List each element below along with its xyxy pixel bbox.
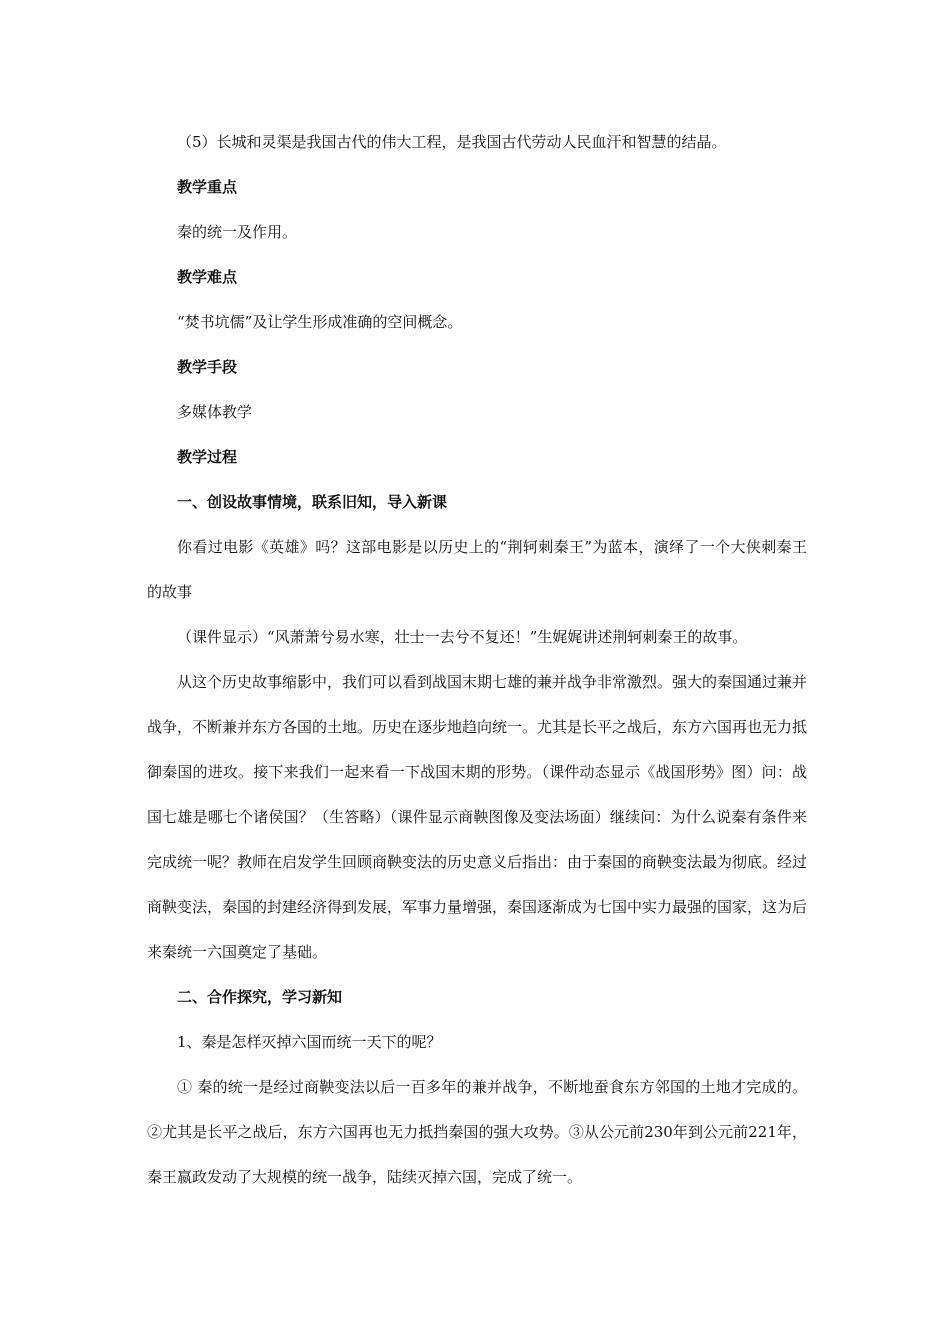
teaching-difficulty-text: “焚书坑儒”及让学生形成准确的空间概念。 — [177, 313, 463, 331]
section-1-paragraph-2: （课件显示）“风萧萧兮易水寒，壮士一去兮不复还！”生娓娓讲述荆轲刺秦王的故事。 — [177, 628, 748, 646]
document-body — [147, 120, 807, 1200]
section-1-paragraph-1: 你看过电影《英雄》吗？这部电影是以历史上的“荆轲刺秦王”为蓝本，演绎了一个大侠刺秦王的故事 — [147, 538, 807, 601]
section-2-answer-1: ① 秦的统一是经过商鞅变法以后一百多年的兼并战争，不断地蚕食东方邻国的土地才完成的。②尤其是长平之战后，东方六国再也无力抵挡秦国的强大攻势。③从公元前230年到公元前221年，秦王嬴政发动了大规模的统一战争，陆续灭掉六国，完成了统一。 — [147, 1078, 807, 1186]
section-2-question-1: 1、秦是怎样灭掉六国而统一天下的呢？ — [177, 1033, 442, 1051]
heading-teaching-means: 教学手段 — [177, 358, 238, 376]
teaching-focus-text: 秦的统一及作用。 — [177, 223, 298, 241]
heading-teaching-process: 教学过程 — [177, 448, 238, 466]
section-1-paragraph-3: 从这个历史故事缩影中，我们可以看到战国末期七雄的兼并战争非常激烈。强大的秦国通过兼并战争，不断兼并东方各国的土地。历史在逐步地趋向统一。尤其是长平之战后，东方六国再也无力抵御秦国的进攻。接下来我们一起来看一下战国末期的形势。（课件动态显示《战国形势》图）问：战国七雄是哪七个诸侯国？（生答略）（课件显示商鞅图像及变法场面）继续问：为什么说秦有条件来完成统一呢？教师在启发学生回顾商鞅变法的历史意义后指出：由于秦国的商鞅变法最为彻底。经过商鞅变法，秦国的封建经济得到发展，军事力量增强，秦国逐渐成为七国中实力最强的国家，这为后来秦统一六国奠定了基础。 — [147, 673, 808, 961]
heading-teaching-focus: 教学重点 — [177, 178, 238, 196]
objective-5-text: （5）长城和灵渠是我国古代的伟大工程，是我国古代劳动人民血汗和智慧的结晶。 — [177, 133, 727, 151]
heading-section-1: 一、创设故事情境，联系旧知，导入新课 — [177, 493, 448, 511]
heading-teaching-difficulty: 教学难点 — [177, 268, 238, 286]
teaching-means-text: 多媒体教学 — [177, 403, 253, 421]
heading-section-2: 二、合作探究，学习新知 — [177, 988, 343, 1006]
